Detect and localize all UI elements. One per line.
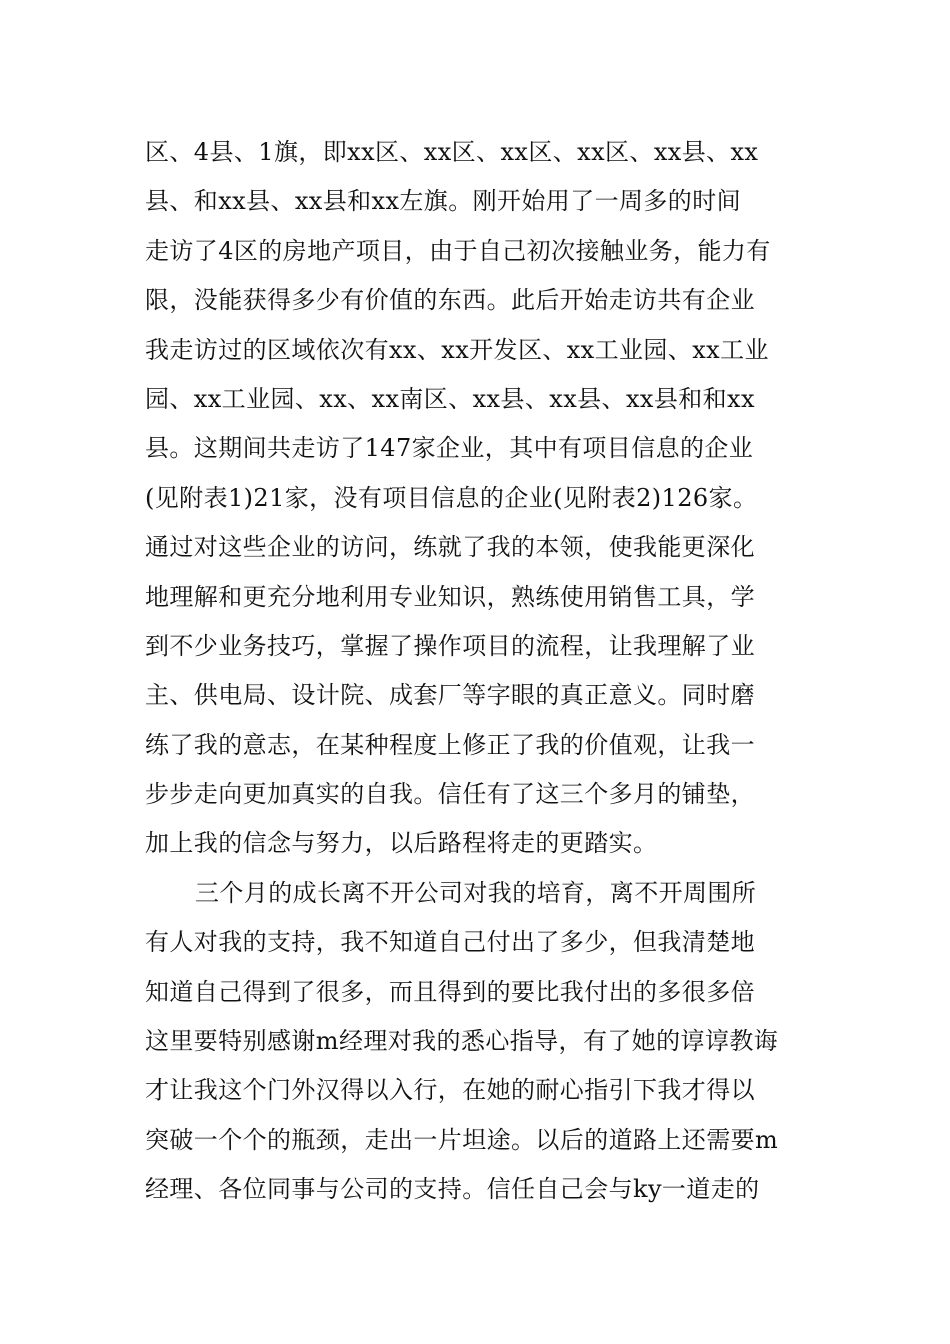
text-line: 县。这期间共走访了147家企业，其中有项目信息的企业: [145, 434, 754, 463]
text-line: 限，没能获得多少有价值的东西。此后开始走访共有企业: [145, 286, 755, 315]
text-line: 区、4县、1旗，即xx区、xx区、xx区、xx区、xx县、xx: [145, 138, 759, 166]
text-line: 主、供电局、设计院、成套厂等字眼的真正意义。同时磨: [145, 681, 755, 710]
text-line: 加上我的信念与努力，以后路程将走的更踏实。: [145, 829, 658, 858]
text-line: 步步走向更加真实的自我。信任有了这三个多月的铺垫，: [145, 780, 755, 809]
text-line: 我走访过的区域依次有xx、xx开发区、xx工业园、xx工业: [145, 335, 769, 364]
text-line: 突破一个个的瓶颈，走出一片坦途。以后的道路上还需要m: [145, 1125, 779, 1154]
text-line: 练了我的意志，在某种程度上修正了我的价值观，让我一: [145, 730, 755, 759]
text-line: 有人对我的支持，我不知道自己付出了多少，但我清楚地: [145, 928, 755, 957]
text-line: 县、和xx县、xx县和xx左旗。刚开始用了一周多的时间: [145, 187, 742, 216]
text-line: 这里要特别感谢m经理对我的悉心指导，有了她的谆谆教诲: [145, 1027, 779, 1056]
document-body: [145, 128, 815, 1215]
text-line: 经理、各位同事与公司的支持。信任自己会与ky一道走的: [145, 1175, 760, 1204]
text-line: 走访了4区的房地产项目，由于自己初次接触业务，能力有: [145, 236, 771, 265]
paragraph-1: [145, 128, 815, 869]
paragraph-2: [145, 869, 815, 1215]
text-line: 通过对这些企业的访问，练就了我的本领，使我能更深化: [145, 533, 755, 562]
text-line: 三个月的成长离不开公司对我的培育，离不开周围所: [195, 878, 757, 907]
text-line: 才让我这个门外汉得以入行，在她的耐心指引下我才得以: [145, 1076, 755, 1105]
text-line: 知道自己得到了很多，而且得到的要比我付出的多很多倍: [145, 977, 755, 1006]
text-line: 到不少业务技巧，掌握了操作项目的流程，让我理解了业: [145, 631, 755, 660]
text-line: 园、xx工业园、xx、xx南区、xx县、xx县、xx县和和xx: [145, 384, 755, 413]
text-line: (见附表1)21家，没有项目信息的企业(见附表2)126家。: [145, 483, 758, 512]
text-line: 地理解和更充分地利用专业知识，熟练使用销售工具，学: [145, 582, 755, 611]
